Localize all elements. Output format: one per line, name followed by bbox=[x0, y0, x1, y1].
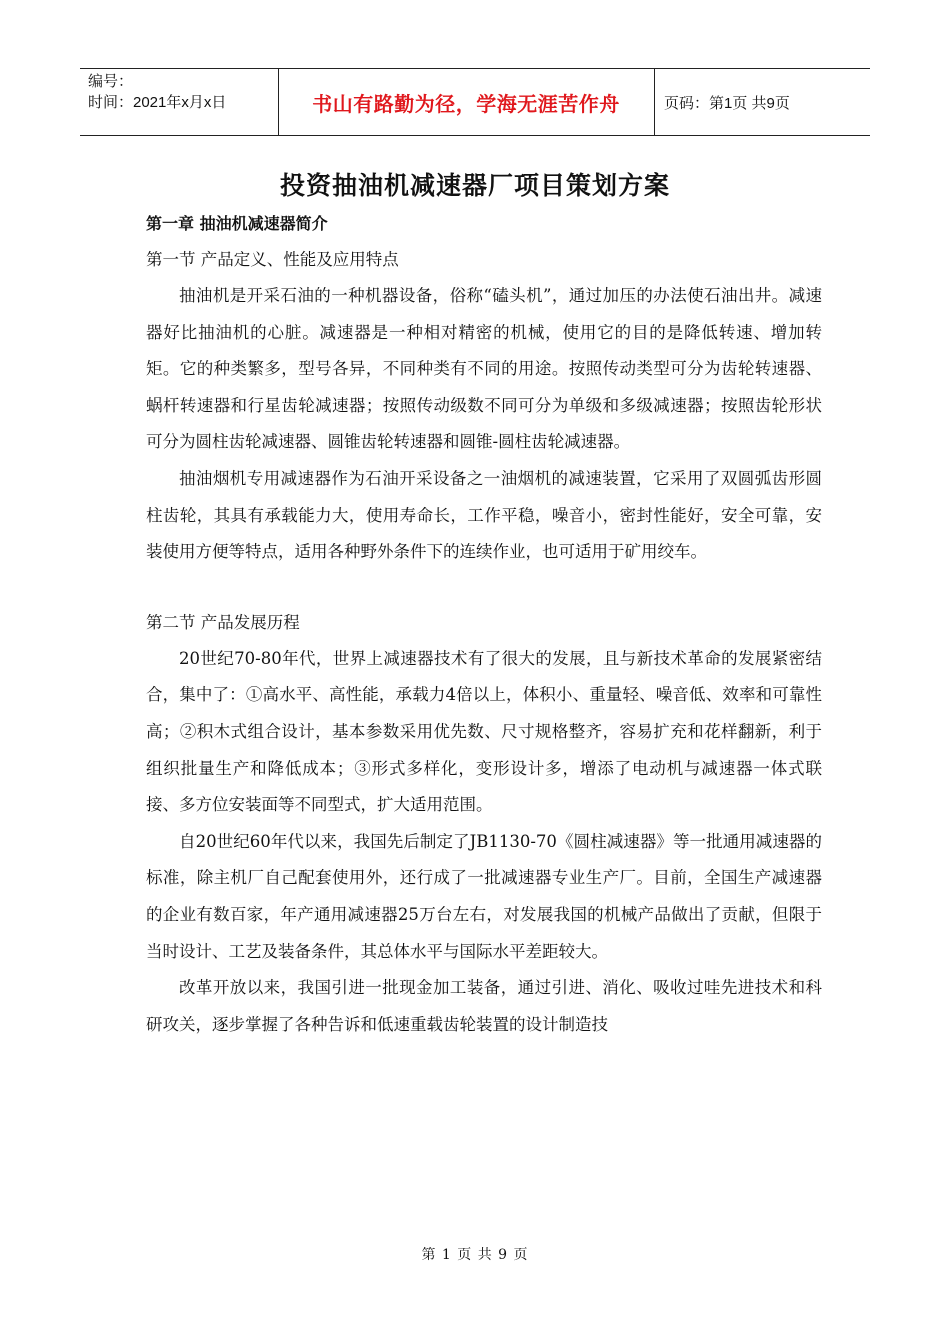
section-heading: 第二节 产品发展历程 bbox=[146, 612, 300, 632]
paragraph: 改革开放以来，我国引进一批现金加工装备，通过引进、消化、吸收过哇先进技术和科研攻关，逐步掌握了各种告诉和低速重载齿轮装置的设计制造技 bbox=[146, 978, 822, 1034]
section-heading: 第一节 产品定义、性能及应用特点 bbox=[146, 250, 399, 269]
header-motto: 书山有路勤为径，学海无涯苦作舟 bbox=[312, 91, 620, 116]
document-title: 投资抽油机减速器厂项目策划方案 bbox=[279, 171, 670, 200]
date-label: 时间：2021年x月x日 bbox=[88, 94, 227, 111]
header-page-info: 页码：第1页 共9页 bbox=[664, 94, 790, 112]
paragraph: 抽油机是开采石油的一种机器设备，俗称“磕头机”，通过加压的办法使石油出井。减速器好比抽油机的心脏。减速器是一种相对精密的机械，使用它的目的是降低转速、增加转矩。它的种类繁多，型号各异，不同种类有不同的用途。按照传动类型可分为齿轮转速器、蜗杆转速器和行星齿轮减速器；按照传动级数不同可分为单级和多级减速器；按照齿轮形状可分为圆柱齿轮减速器、圆锥齿轮转速器和圆锥-圆柱齿轮减速器。 bbox=[146, 286, 822, 452]
header-left-cell bbox=[88, 71, 226, 113]
header-divider bbox=[654, 69, 655, 135]
paragraph: 自20世纪60年代以来，我国先后制定了JB1130-70《圆柱减速器》等一批通用减速器的标准，除主机厂自己配套使用外，还行成了一批减速器专业生产厂。目前，全国生产减速器的企业有数百家，年产通用减速器25万台左右，对发展我国的机械产品做出了贡献，但限于当时设计、工艺及装备条件，其总体水平与国际水平差距较大。 bbox=[146, 831, 822, 961]
document-body bbox=[146, 206, 822, 1043]
number-label: 编号： bbox=[88, 73, 134, 90]
section-spacer bbox=[146, 571, 822, 605]
page-footer: 第 1 页 共 9 页 bbox=[421, 1247, 529, 1263]
document-header bbox=[80, 68, 870, 136]
paragraph: 抽油烟机专用减速器作为石油开采设备之一油烟机的减速装置，它采用了双圆弧齿形圆柱齿轮，其具有承载能力大，使用寿命长，工作平稳，噪音小，密封性能好，安全可靠，安装使用方便等特点，适用各种野外条件下的连续作业，也可适用于矿用绞车。 bbox=[146, 468, 822, 562]
paragraph: 20世纪70-80年代，世界上减速器技术有了很大的发展，且与新技术革命的发展紧密结合，集中了：①高水平、高性能，承载力4倍以上，体积小、重量轻、噪音低、效率和可靠性高；②积木式组合设计，基本参数采用优先数、尺寸规格整齐，容易扩充和花样翻新，利于组织批量生产和降低成本；③形式多样化，变形设计多，增添了电动机与减速器一体式联接、多方位安装面等不同型式，扩大适用范围。 bbox=[146, 648, 822, 815]
chapter-heading: 第一章 抽油机减速器简介 bbox=[146, 214, 328, 233]
